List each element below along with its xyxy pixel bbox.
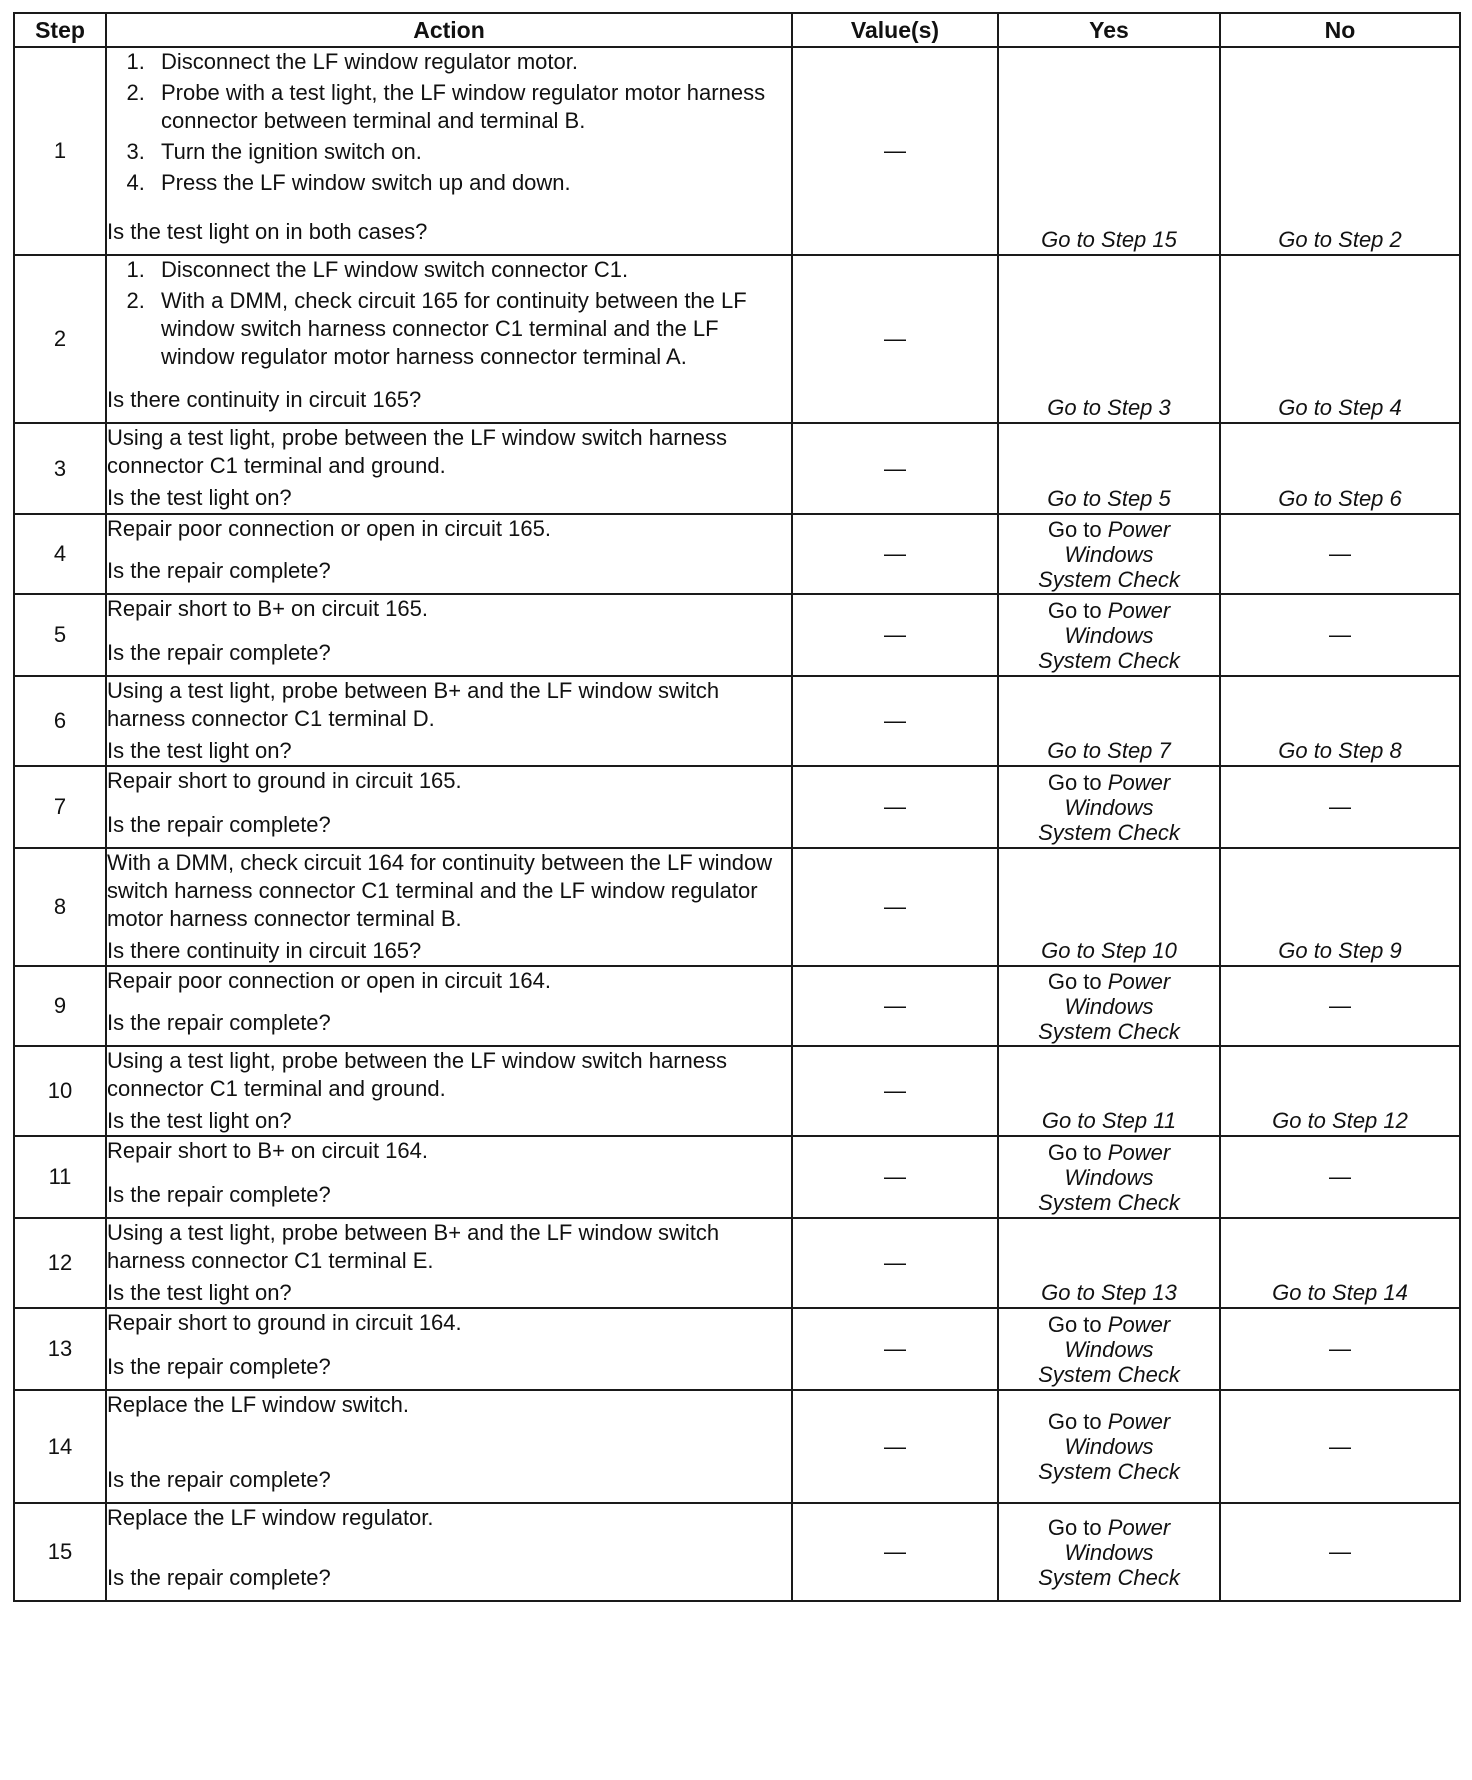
table-row <box>14 1218 1460 1308</box>
no-cell: — <box>1220 514 1460 594</box>
action-instructions <box>107 424 791 484</box>
value-cell: — <box>792 766 998 848</box>
table-row <box>14 1308 1460 1390</box>
yes-goto-prefix: Go to <box>1047 516 1102 542</box>
step-number: 7 <box>14 766 106 848</box>
yes-goto-prefix: Go to <box>1047 769 1102 795</box>
action-question: Is the repair complete? <box>107 558 331 583</box>
yes-goto-link[interactable]: Go to Step 15 <box>998 47 1220 255</box>
step-number: 9 <box>14 966 106 1046</box>
action-question: Is the repair complete? <box>107 812 331 837</box>
action-content <box>107 424 791 512</box>
instruction-item: 4. Press the LF window switch up and down. <box>151 169 791 197</box>
table-row <box>14 1503 1460 1601</box>
step-number: 4 <box>14 514 106 594</box>
action-question: Is the test light on in both cases? <box>107 219 428 244</box>
step-number: 14 <box>14 1390 106 1503</box>
value-cell: — <box>792 423 998 514</box>
instruction-text: Repair short to ground in circuit 164. <box>107 1310 462 1335</box>
action-instructions <box>107 1219 791 1279</box>
table-row <box>14 1136 1460 1218</box>
power-windows-system-check-link[interactable]: Power Windows System Check <box>1038 516 1180 592</box>
action-content <box>107 1391 791 1494</box>
step-number: 3 <box>14 423 106 514</box>
step-number: 11 <box>14 1136 106 1218</box>
action-content <box>107 1137 791 1209</box>
header-no: No <box>1220 13 1460 47</box>
action-question: Is the repair complete? <box>107 1182 331 1207</box>
action-question: Is the repair complete? <box>107 1354 331 1379</box>
instruction-text: Repair short to ground in circuit 165. <box>107 768 462 793</box>
action-cell <box>106 1308 792 1390</box>
instruction-text: With a DMM, check circuit 164 for continuity between the LF window switch harness connector C1 terminal and the LF window regulator motor harness connector terminal B. <box>107 850 773 931</box>
action-question: Is the test light on? <box>107 738 292 763</box>
instruction-item: 3. Turn the ignition switch on. <box>151 138 791 166</box>
action-question: Is the test light on? <box>107 1108 292 1133</box>
action-content <box>107 849 791 965</box>
action-instructions <box>107 1309 791 1341</box>
table-row <box>14 1390 1460 1503</box>
action-instructions <box>107 767 791 799</box>
table-row <box>14 848 1460 966</box>
action-cell <box>106 966 792 1046</box>
yes-goto-prefix: Go to <box>1047 1139 1102 1165</box>
instruction-text: Replace the LF window switch. <box>107 1392 410 1417</box>
step-number: 5 <box>14 594 106 676</box>
action-instructions <box>107 48 791 200</box>
table-row <box>14 47 1460 255</box>
step-number: 10 <box>14 1046 106 1136</box>
instruction-text: Using a test light, probe between the LF window switch harness connector C1 terminal and ground. <box>107 1048 727 1101</box>
action-instructions <box>107 256 791 374</box>
action-question: Is there continuity in circuit 165? <box>107 387 422 412</box>
action-instructions <box>107 595 791 627</box>
step-number: 1 <box>14 47 106 255</box>
yes-cell <box>998 514 1220 594</box>
action-content <box>107 48 791 246</box>
value-cell: — <box>792 1218 998 1308</box>
no-cell: — <box>1220 766 1460 848</box>
value-cell: — <box>792 676 998 766</box>
action-content <box>107 515 791 585</box>
table-row <box>14 594 1460 676</box>
step-number: 2 <box>14 255 106 423</box>
yes-goto-link[interactable]: Go to Step 7 <box>998 676 1220 766</box>
no-cell: — <box>1220 594 1460 676</box>
no-goto-link[interactable]: Go to Step 4 <box>1220 255 1460 423</box>
instruction-text: Using a test light, probe between B+ and the LF window switch harness connector C1 terminal D. <box>107 678 720 731</box>
no-goto-link[interactable]: Go to Step 2 <box>1220 47 1460 255</box>
action-content <box>107 767 791 839</box>
step-number: 8 <box>14 848 106 966</box>
action-question: Is the repair complete? <box>107 1467 331 1492</box>
yes-goto-link[interactable]: Go to Step 11 <box>998 1046 1220 1136</box>
no-cell: — <box>1220 1136 1460 1218</box>
yes-goto-link[interactable]: Go to Step 3 <box>998 255 1220 423</box>
action-cell <box>106 47 792 255</box>
yes-cell <box>998 1503 1220 1601</box>
table-row <box>14 766 1460 848</box>
table-body <box>14 47 1460 1601</box>
power-windows-system-check-link[interactable]: Power Windows System Check <box>1038 1514 1180 1590</box>
action-content <box>107 256 791 414</box>
instruction-list <box>107 48 791 197</box>
instruction-text: Using a test light, probe between B+ and the LF window switch harness connector C1 terminal E. <box>107 1220 720 1273</box>
action-cell <box>106 514 792 594</box>
value-cell: — <box>792 1390 998 1503</box>
action-content <box>107 1504 791 1592</box>
yes-goto-prefix: Go to <box>1047 1514 1102 1540</box>
instruction-list <box>107 256 791 371</box>
instruction-text: Repair poor connection or open in circuit 164. <box>107 968 551 993</box>
value-cell: — <box>792 1308 998 1390</box>
value-cell: — <box>792 594 998 676</box>
step-number: 12 <box>14 1218 106 1308</box>
action-question: Is the repair complete? <box>107 1565 331 1590</box>
table-row <box>14 1046 1460 1136</box>
power-windows-system-check-link[interactable]: Power Windows System Check <box>1038 1311 1180 1387</box>
instruction-text: Replace the LF window regulator. <box>107 1505 434 1530</box>
instruction-item: 2. Probe with a test light, the LF window regulator motor harness connector between terminal and terminal B. <box>151 79 791 135</box>
value-cell: — <box>792 1046 998 1136</box>
power-windows-system-check-link[interactable]: Power Windows System Check <box>1038 1409 1180 1484</box>
table-row <box>14 966 1460 1046</box>
header-action: Action <box>106 13 792 47</box>
value-cell: — <box>792 514 998 594</box>
action-cell <box>106 766 792 848</box>
action-instructions <box>107 1504 791 1536</box>
no-goto-link[interactable]: Go to Step 12 <box>1220 1046 1460 1136</box>
action-cell <box>106 1390 792 1503</box>
instruction-text: Using a test light, probe between the LF window switch harness connector C1 terminal and ground. <box>107 425 727 478</box>
instruction-item: 1. Disconnect the LF window regulator motor. <box>151 48 791 76</box>
yes-cell <box>998 1390 1220 1503</box>
yes-cell <box>998 966 1220 1046</box>
value-cell: — <box>792 966 998 1046</box>
yes-cell <box>998 766 1220 848</box>
header-values: Value(s) <box>792 13 998 47</box>
instruction-text: Repair poor connection or open in circuit 165. <box>107 516 551 541</box>
power-windows-system-check-link[interactable]: Power Windows System Check <box>1038 597 1180 673</box>
yes-cell <box>998 1136 1220 1218</box>
power-windows-system-check-link[interactable]: Power Windows System Check <box>1038 968 1180 1044</box>
yes-goto-prefix: Go to <box>1047 1311 1102 1337</box>
no-cell: — <box>1220 1308 1460 1390</box>
no-goto-link[interactable]: Go to Step 9 <box>1220 848 1460 966</box>
action-cell <box>106 1136 792 1218</box>
action-cell <box>106 1503 792 1601</box>
power-windows-system-check-link[interactable]: Power Windows System Check <box>1038 1139 1180 1215</box>
table-row <box>14 423 1460 514</box>
no-goto-link[interactable]: Go to Step 6 <box>1220 423 1460 514</box>
header-step: Step <box>14 13 106 47</box>
value-cell: — <box>792 1503 998 1601</box>
no-cell: — <box>1220 1390 1460 1503</box>
action-instructions <box>107 1391 791 1423</box>
no-cell: — <box>1220 966 1460 1046</box>
action-content <box>107 1219 791 1307</box>
action-cell <box>106 594 792 676</box>
action-instructions <box>107 849 791 937</box>
action-cell <box>106 255 792 423</box>
header-yes: Yes <box>998 13 1220 47</box>
action-content <box>107 1047 791 1135</box>
value-cell: — <box>792 47 998 255</box>
yes-goto-prefix: Go to <box>1047 597 1102 623</box>
action-cell <box>106 676 792 766</box>
table-header-row <box>14 13 1460 47</box>
step-number: 6 <box>14 676 106 766</box>
step-number: 15 <box>14 1503 106 1601</box>
action-instructions <box>107 967 791 999</box>
diagnostic-table <box>13 12 1461 1602</box>
table-row <box>14 514 1460 594</box>
action-cell <box>106 423 792 514</box>
action-question: Is the test light on? <box>107 1280 292 1305</box>
no-goto-link[interactable]: Go to Step 14 <box>1220 1218 1460 1308</box>
instruction-item: 1. Disconnect the LF window switch connector C1. <box>151 256 791 284</box>
action-cell <box>106 1218 792 1308</box>
action-cell <box>106 1046 792 1136</box>
table-row <box>14 676 1460 766</box>
action-instructions <box>107 1137 791 1169</box>
action-content <box>107 967 791 1037</box>
action-instructions <box>107 515 791 547</box>
value-cell: — <box>792 1136 998 1218</box>
instruction-text: Repair short to B+ on circuit 165. <box>107 596 428 621</box>
action-cell <box>106 848 792 966</box>
yes-cell <box>998 594 1220 676</box>
value-cell: — <box>792 848 998 966</box>
power-windows-system-check-link[interactable]: Power Windows System Check <box>1038 769 1180 845</box>
step-number: 13 <box>14 1308 106 1390</box>
action-question: Is the repair complete? <box>107 1010 331 1035</box>
yes-goto-link[interactable]: Go to Step 13 <box>998 1218 1220 1308</box>
no-goto-link[interactable]: Go to Step 8 <box>1220 676 1460 766</box>
yes-goto-link[interactable]: Go to Step 10 <box>998 848 1220 966</box>
yes-goto-link[interactable]: Go to Step 5 <box>998 423 1220 514</box>
action-content <box>107 677 791 765</box>
action-question: Is there continuity in circuit 165? <box>107 938 422 963</box>
no-cell: — <box>1220 1503 1460 1601</box>
value-cell: — <box>792 255 998 423</box>
table-row <box>14 255 1460 423</box>
action-instructions <box>107 1047 791 1107</box>
yes-goto-prefix: Go to <box>1047 1409 1102 1434</box>
action-content <box>107 595 791 667</box>
action-content <box>107 1309 791 1381</box>
instruction-item: 2. With a DMM, check circuit 165 for continuity between the LF window switch harness connector C1 terminal and the LF window regulator motor harness connector terminal A. <box>151 287 791 371</box>
yes-cell <box>998 1308 1220 1390</box>
yes-goto-prefix: Go to <box>1047 968 1102 994</box>
instruction-text: Repair short to B+ on circuit 164. <box>107 1138 428 1163</box>
action-instructions <box>107 677 791 737</box>
action-question: Is the repair complete? <box>107 640 331 665</box>
action-question: Is the test light on? <box>107 485 292 510</box>
